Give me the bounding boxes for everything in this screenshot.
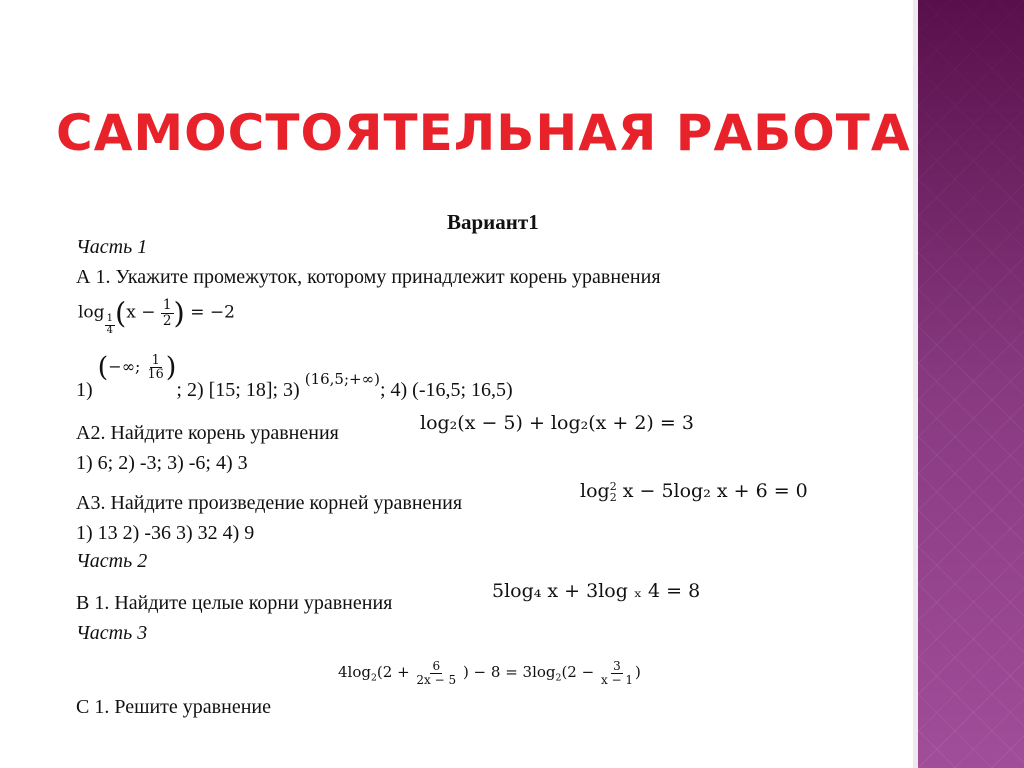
open-group-2: (2 −	[561, 663, 595, 682]
arg-x: x −	[126, 302, 156, 323]
base-denominator: 4	[106, 324, 113, 336]
log-indices	[610, 481, 617, 503]
interval-left: −∞;	[108, 357, 141, 376]
log-base: 2	[609, 491, 617, 504]
fraction-2	[599, 660, 635, 686]
variant-heading: Вариант1	[447, 210, 539, 234]
open-group-1: (2 +	[376, 663, 410, 682]
fraction-1-denominator: 2x − 5	[416, 672, 457, 687]
log-power: 2	[609, 480, 617, 493]
option-1-label: 1)	[76, 379, 93, 401]
rhs: = −2	[190, 302, 235, 323]
interval-denominator: 16	[147, 367, 164, 382]
fraction-1	[414, 660, 458, 686]
interval-numerator: 1	[151, 352, 160, 368]
option-1-interval: (−∞; 1 16 )	[97, 352, 177, 383]
log-base-fraction	[105, 314, 115, 336]
decorative-sidebar	[913, 0, 1024, 768]
equation-middle: ) − 8 = 3log	[462, 663, 556, 682]
equation-rest: x − 5log₂ x + 6 = 0	[622, 480, 808, 502]
a2-equation: log₂(x − 5) + log₂(x + 2) = 3	[420, 412, 694, 434]
part-1-heading: Часть 1	[76, 236, 148, 258]
a1-question: А 1. Укажите промежуток, которому принадлежит корень уравнения	[76, 266, 661, 288]
log-text: log	[78, 302, 105, 323]
interval-fraction	[146, 354, 166, 382]
options-2-3: ; 2) [15; 18]; 3)	[176, 379, 300, 401]
base-numerator: 1	[106, 313, 113, 324]
arg-fraction	[161, 298, 174, 328]
log-base-2: 2	[555, 672, 562, 684]
fraction-2-denominator: x − 1	[600, 672, 634, 687]
part-3-heading: Часть 3	[76, 622, 148, 644]
fraction-2-numerator: 3	[613, 659, 621, 673]
a3-options: 1) 13 2) -36 3) 32 4) 9	[76, 522, 255, 544]
a3-equation	[580, 480, 808, 503]
b1-equation: 5log₄ x + 3log ₓ 4 = 8	[492, 580, 701, 602]
a1-options	[76, 352, 513, 407]
b1-question: В 1. Найдите целые корни уравнения	[76, 592, 393, 614]
arg-numerator: 1	[162, 297, 172, 314]
slide-title: САМОСТОЯТЕЛЬНАЯ РАБОТА	[56, 104, 911, 162]
option-4: ; 4) (-16,5; 16,5)	[379, 379, 513, 401]
c1-question: С 1. Решите уравнение	[76, 696, 271, 718]
option-3-interval: (16,5;+∞)	[304, 370, 380, 388]
log-text: log	[580, 480, 610, 502]
arg-denominator: 2	[162, 312, 172, 329]
a2-options: 1) 6; 2) -3; 3) -6; 4) 3	[76, 452, 248, 474]
log-text: 4log	[338, 663, 371, 682]
a1-equation: log $\frac{1}{4}$ (x − $\frac{1}{2}$ ) = −2	[78, 296, 235, 336]
part-2-heading: Часть 2	[76, 550, 148, 572]
fraction-1-numerator: 6	[432, 659, 441, 673]
a2-question: А2. Найдите корень уравнения	[76, 422, 339, 444]
close-group-2: )	[635, 663, 641, 682]
a3-question: А3. Найдите произведение корней уравнения	[76, 492, 463, 514]
log-base-1: 2	[370, 672, 377, 684]
c1-equation	[338, 660, 641, 686]
